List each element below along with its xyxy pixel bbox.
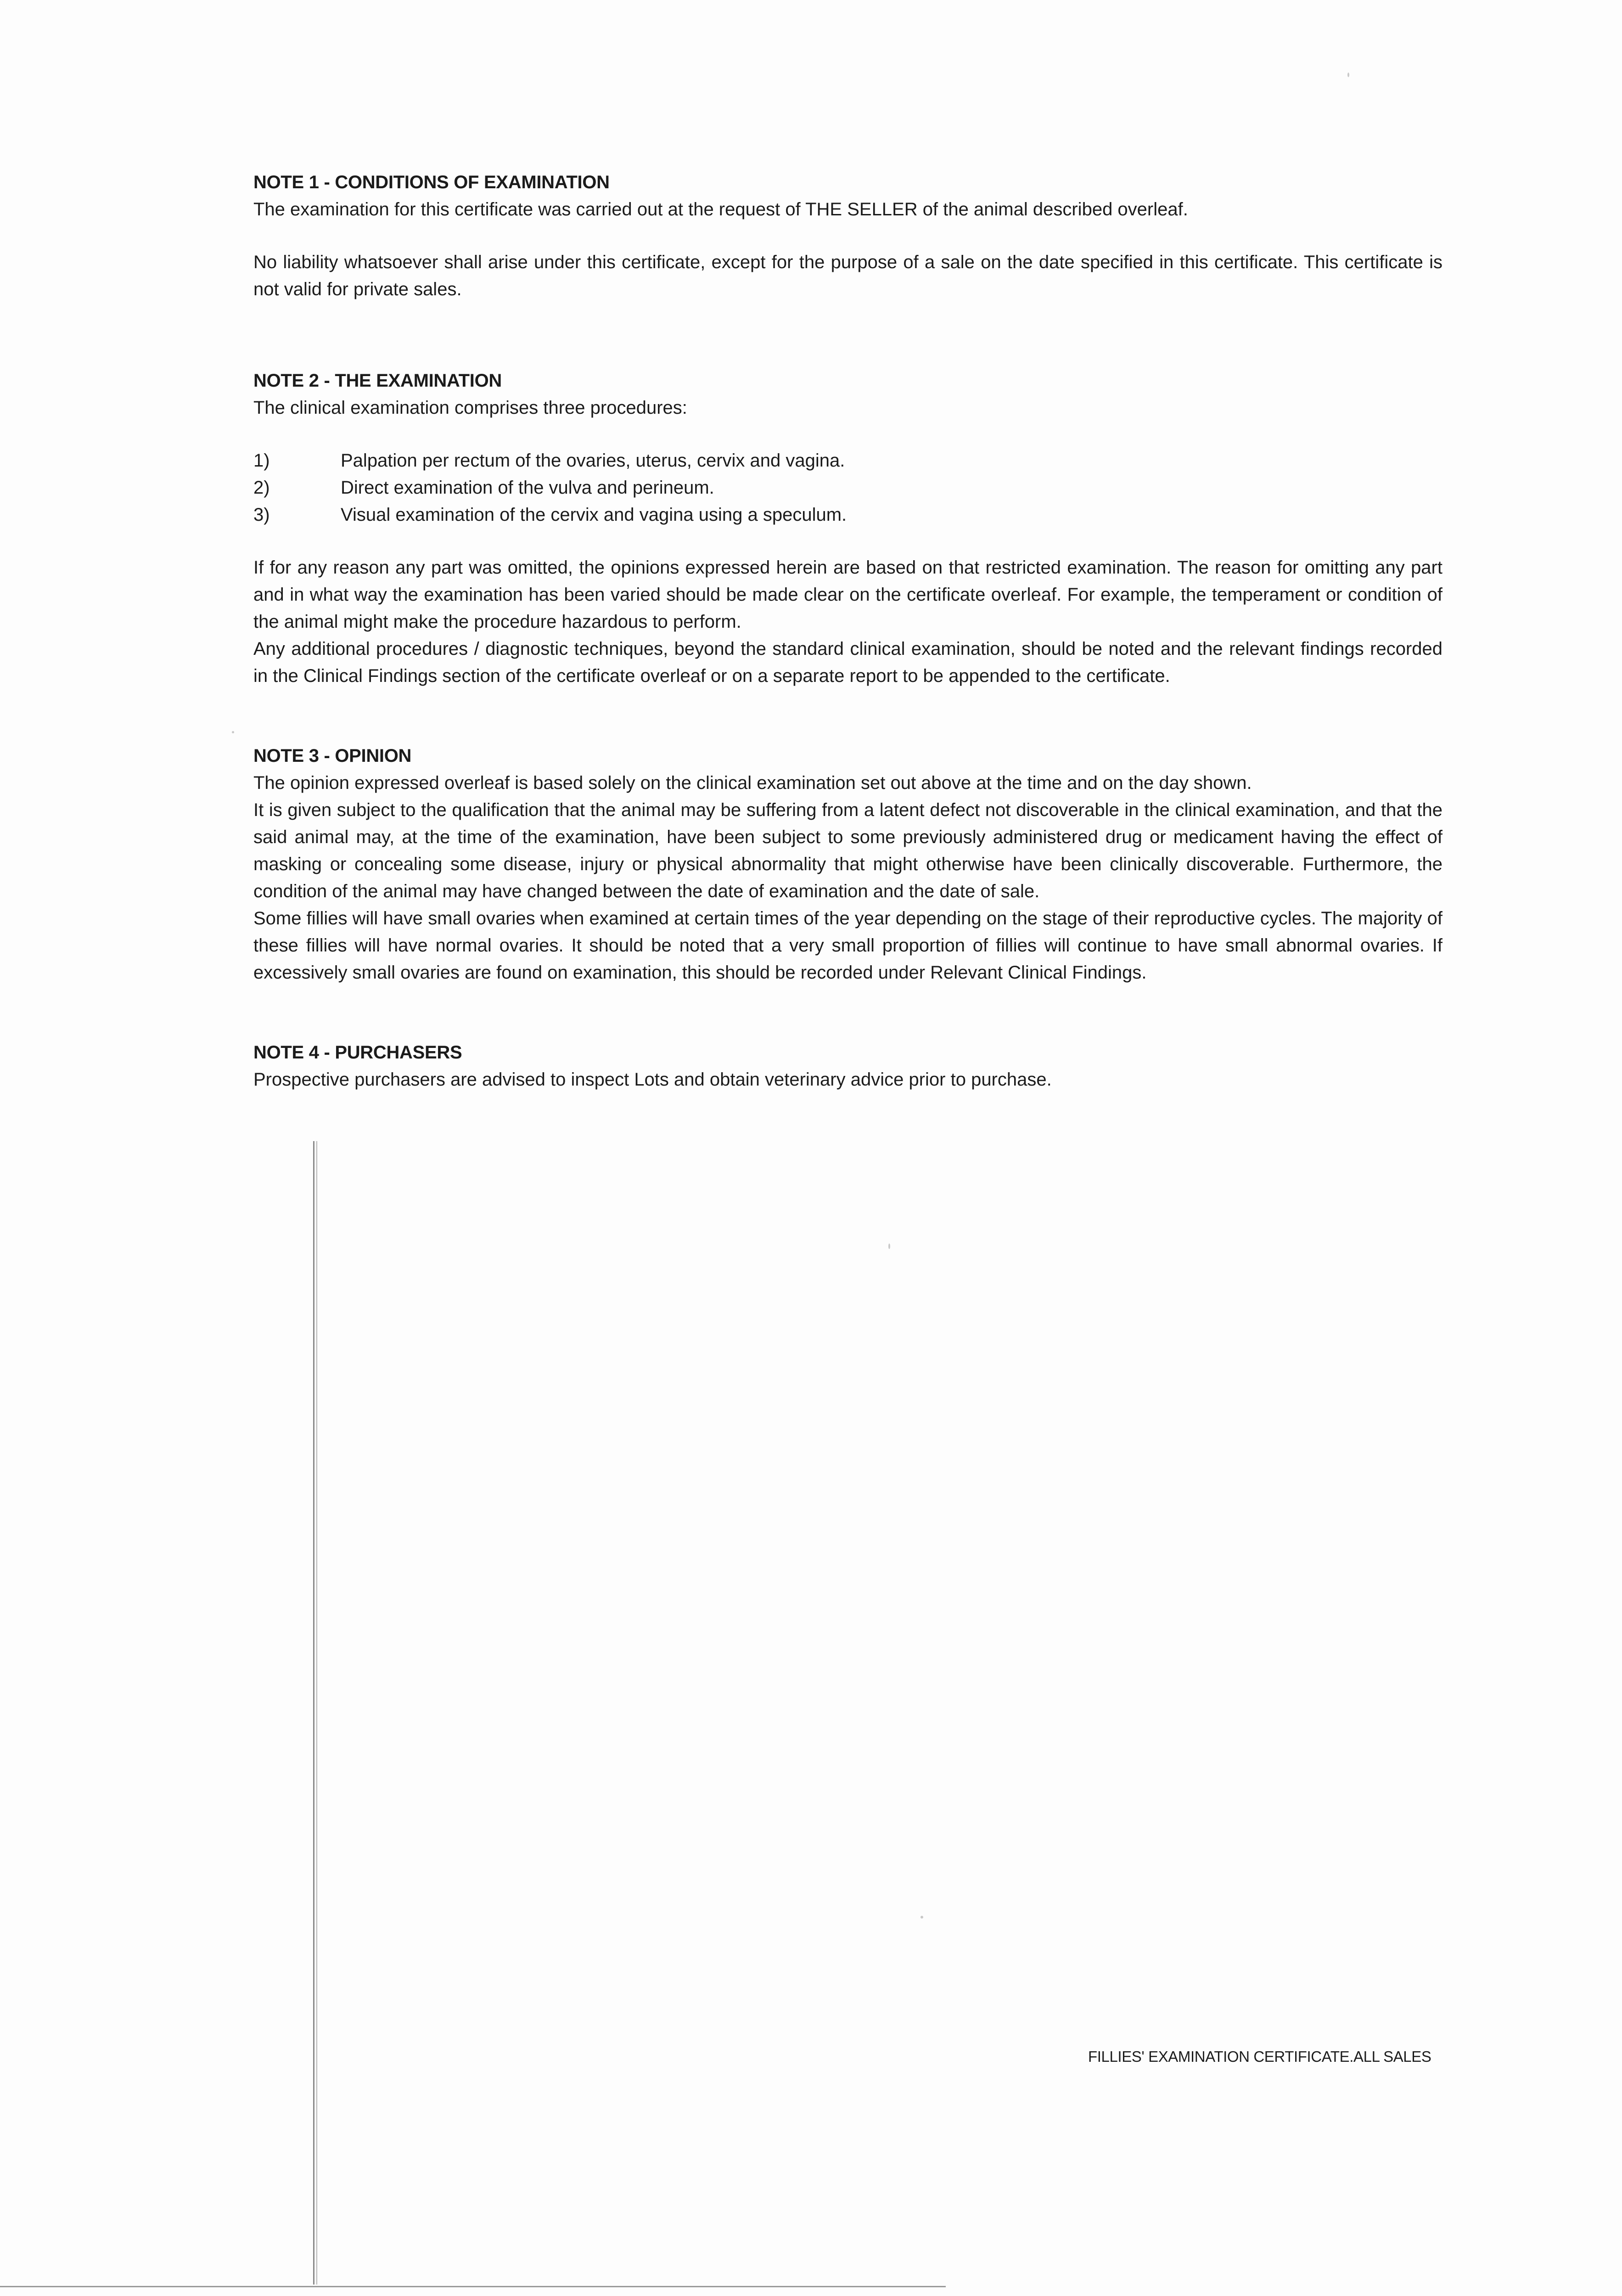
procedure-list bbox=[253, 447, 1442, 529]
scan-speck bbox=[232, 731, 234, 733]
procedure-number: 1) bbox=[253, 450, 270, 471]
note-2-paragraph-2: Any additional procedures / diagnostic techniques, beyond the standard clinical examination, should be noted and the relevant findings recorded in the Clinical Findings section of the certificate overleaf or on a separate report to be appended to the certificate. bbox=[253, 639, 1442, 686]
procedure-text: Palpation per rectum of the ovaries, uterus, cervix and vagina. bbox=[341, 450, 845, 471]
notes-content bbox=[253, 169, 1442, 1093]
note-3-section bbox=[253, 743, 1442, 986]
procedure-number: 2) bbox=[253, 478, 270, 498]
scan-speck bbox=[888, 1244, 890, 1249]
note-1-paragraph-2: No liability whatsoever shall arise under this certificate, except for the purpose of a sale on the date specified in this certificate. This certificate is not valid for private sales. bbox=[253, 252, 1442, 299]
note-1-heading: NOTE 1 - CONDITIONS OF EXAMINATION bbox=[253, 172, 610, 192]
note-1-section bbox=[253, 169, 1442, 303]
note-3-paragraph-3: Some fillies will have small ovaries when examined at certain times of the year depending on the stage of their reproductive cycles. The majority of these fillies will have normal ovaries. It should be noted that a very small proportion of fillies will continue to have small abnormal ovaries. If excessively small ovaries are found on examination, this should be recorded under Relevant Clinical Findings. bbox=[253, 908, 1442, 983]
note-4-paragraph-1: Prospective purchasers are advised to inspect Lots and obtain veterinary advice prior to purchase. bbox=[253, 1069, 1052, 1090]
note-3-paragraph-1: The opinion expressed overleaf is based solely on the clinical examination set out above at the time and on the day shown. bbox=[253, 773, 1252, 793]
procedure-item bbox=[253, 501, 1442, 529]
note-3-paragraph-2: It is given subject to the qualification that the animal may be suffering from a latent defect not discoverable in the clinical examination, and that the said animal may, at the time of the examination, have been subject to some previously administered drug or medicament having the effect of masking or concealing some disease, injury or physical abnormality that might otherwise have been clinically discoverable. Furthermore, the condition of the animal may have changed between the date of examination and the date of sale. bbox=[253, 800, 1442, 901]
procedure-item bbox=[253, 447, 1442, 474]
scan-speck bbox=[1347, 73, 1349, 77]
procedure-item bbox=[253, 474, 1442, 501]
scan-binding-line bbox=[313, 1141, 317, 2285]
procedure-number: 3) bbox=[253, 505, 270, 525]
note-4-heading: NOTE 4 - PURCHASERS bbox=[253, 1042, 462, 1063]
note-3-heading: NOTE 3 - OPINION bbox=[253, 746, 412, 766]
scan-bottom-edge bbox=[0, 2286, 946, 2287]
note-4-section bbox=[253, 1039, 1442, 1093]
note-2-section bbox=[253, 367, 1442, 690]
procedure-text: Direct examination of the vulva and perineum. bbox=[341, 478, 714, 498]
procedure-text: Visual examination of the cervix and vagina using a speculum. bbox=[341, 505, 847, 525]
note-2-paragraph-1: If for any reason any part was omitted, the opinions expressed herein are based on that restricted examination. The reason for omitting any part and in what way the examination has been varied should be made clear on the certificate overleaf. For example, the temperament or condition of the animal might make the procedure hazardous to perform. bbox=[253, 557, 1442, 632]
note-2-heading: NOTE 2 - THE EXAMINATION bbox=[253, 371, 502, 391]
note-2-intro: The clinical examination comprises three procedures: bbox=[253, 398, 687, 418]
document-reference: FILLIES' EXAMINATION CERTIFICATE.ALL SALES bbox=[1088, 2048, 1431, 2065]
scan-speck bbox=[920, 1916, 923, 1919]
note-1-paragraph-1: The examination for this certificate was carried out at the request of THE SELLER of the animal described overleaf. bbox=[253, 199, 1188, 219]
